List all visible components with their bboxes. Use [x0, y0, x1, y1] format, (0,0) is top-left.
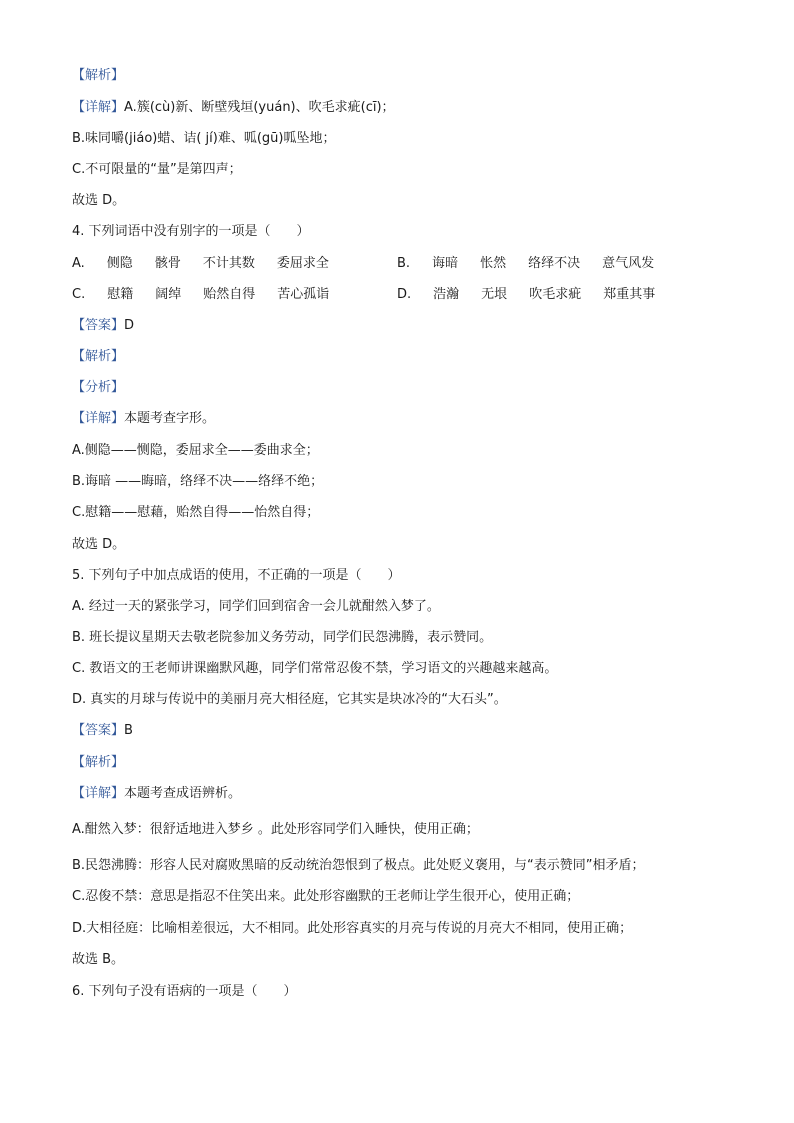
q5-option-b: B. 班长提议星期天去敬老院参加义务劳动，同学们民怨沸腾，表示赞同。: [72, 630, 493, 645]
q5-stem: 5. 下列句子中加点成语的使用，不正确的一项是（ ）: [72, 568, 401, 583]
q4-detail-c: C.慰籍——慰藉，贻然自得——怡然自得；: [72, 505, 320, 520]
option-word: 郑重其事: [603, 287, 656, 302]
q4-option-c: [72, 285, 351, 305]
option-word: 贻然自得: [203, 287, 256, 302]
detail-tag: 【详解】: [72, 100, 125, 115]
q4-choose: 故选 D。: [72, 537, 126, 552]
option-word: 骸骨: [154, 256, 181, 271]
q5-option-a: A. 经过一天的紧张学习，同学们回到宿舍一会儿就酣然入梦了。: [72, 599, 440, 614]
answer-value: B: [124, 723, 133, 738]
detail-line-a: [72, 98, 395, 118]
q5-detail-c: C.忍俊不禁：意思是指忍不住笑出来。此处形容幽默的王老师让学生很开心，使用正确；: [72, 889, 580, 904]
q5-choose: 故选 B。: [72, 952, 125, 967]
option-word: 侧隐: [106, 256, 133, 271]
q5-detail-b: B.民怨沸腾：形容人民对腐败黑暗的反动统治怨恨到了极点。此处贬义褒用，与“表示赞同”相矛盾；: [72, 858, 645, 873]
option-word: 慰籍: [107, 287, 134, 302]
q5-detail-intro: [72, 784, 241, 804]
analysis-tag: 【解析】: [72, 68, 125, 83]
q4-answer: [72, 316, 134, 336]
q5-answer: [72, 721, 133, 741]
option-word: 无垠: [481, 287, 508, 302]
q5-analysis-tag: 【解析】: [72, 755, 125, 770]
option-word: 委屈求全: [276, 256, 329, 271]
answer-value: D: [124, 318, 135, 333]
option-word: 诲暗: [432, 256, 459, 271]
option-word: 浩瀚: [433, 287, 460, 302]
option-word: 阔绰: [155, 287, 182, 302]
q4-detail-b: B.诲暗 ——晦暗，络绎不决——络绎不绝；: [72, 474, 324, 489]
detail-tag: 【详解】: [72, 411, 125, 426]
q5-detail-a: A.酣然入梦：很舒适地进入梦乡 。此处形容同学们入睡快，使用正确；: [72, 822, 479, 837]
option-letter: A.: [72, 256, 85, 271]
option-letter: C.: [72, 287, 86, 302]
detail-text: 本题考查字形。: [124, 411, 216, 426]
option-word: 怅然: [480, 256, 507, 271]
q4-option-b: [397, 254, 676, 274]
q4-analysis-tag: 【解析】: [72, 349, 125, 364]
q4-stem: 4. 下列词语中没有别字的一项是（ ）: [72, 224, 310, 239]
option-word: 吹毛求疵: [529, 287, 582, 302]
q4-detail-a: A.侧隐——恻隐，委屈求全——委曲求全；: [72, 443, 319, 458]
q5-option-d: D. 真实的月球与传说中的美丽月亮大相径庭，它其实是块冰冷的“大石头”。: [72, 692, 507, 707]
option-letter: B.: [397, 256, 411, 271]
q4-option-d: [397, 285, 677, 305]
detail-tag: 【详解】: [72, 786, 125, 801]
q4-detail-intro: [72, 409, 215, 429]
q4-breakdown-tag: 【分析】: [72, 380, 125, 395]
detail-line-c: C.不可限量的“量”是第四声；: [72, 162, 242, 177]
detail-text: 本题考查成语辨析。: [124, 786, 242, 801]
detail-text: A.簇(cù)新、断壁残垣(yuán)、吹毛求疵(cī)；: [124, 100, 395, 115]
option-letter: D.: [397, 287, 412, 302]
q5-option-c: C. 教语文的王老师讲课幽默风趣，同学们常常忍俊不禁，学习语文的兴趣越来越高。: [72, 661, 558, 676]
answer-tag: 【答案】: [72, 318, 125, 333]
detail-line-b: B.味同嚼(jiáo)蜡、诘( jí)难、呱(gū)呱坠地；: [72, 131, 336, 146]
q4-option-a: [72, 254, 351, 274]
choose-line: 故选 D。: [72, 193, 126, 208]
q6-stem: 6. 下列句子没有语病的一项是（ ）: [72, 984, 297, 999]
answer-tag: 【答案】: [72, 723, 125, 738]
option-word: 意气风发: [602, 256, 655, 271]
q5-detail-d: D.大相径庭：比喻相差很远，大不相同。此处形容真实的月亮与传说的月亮大不相同，使用正确；: [72, 921, 633, 936]
option-word: 苦心孤诣: [277, 287, 330, 302]
option-word: 不计其数: [202, 256, 255, 271]
option-word: 络绎不决: [528, 256, 581, 271]
